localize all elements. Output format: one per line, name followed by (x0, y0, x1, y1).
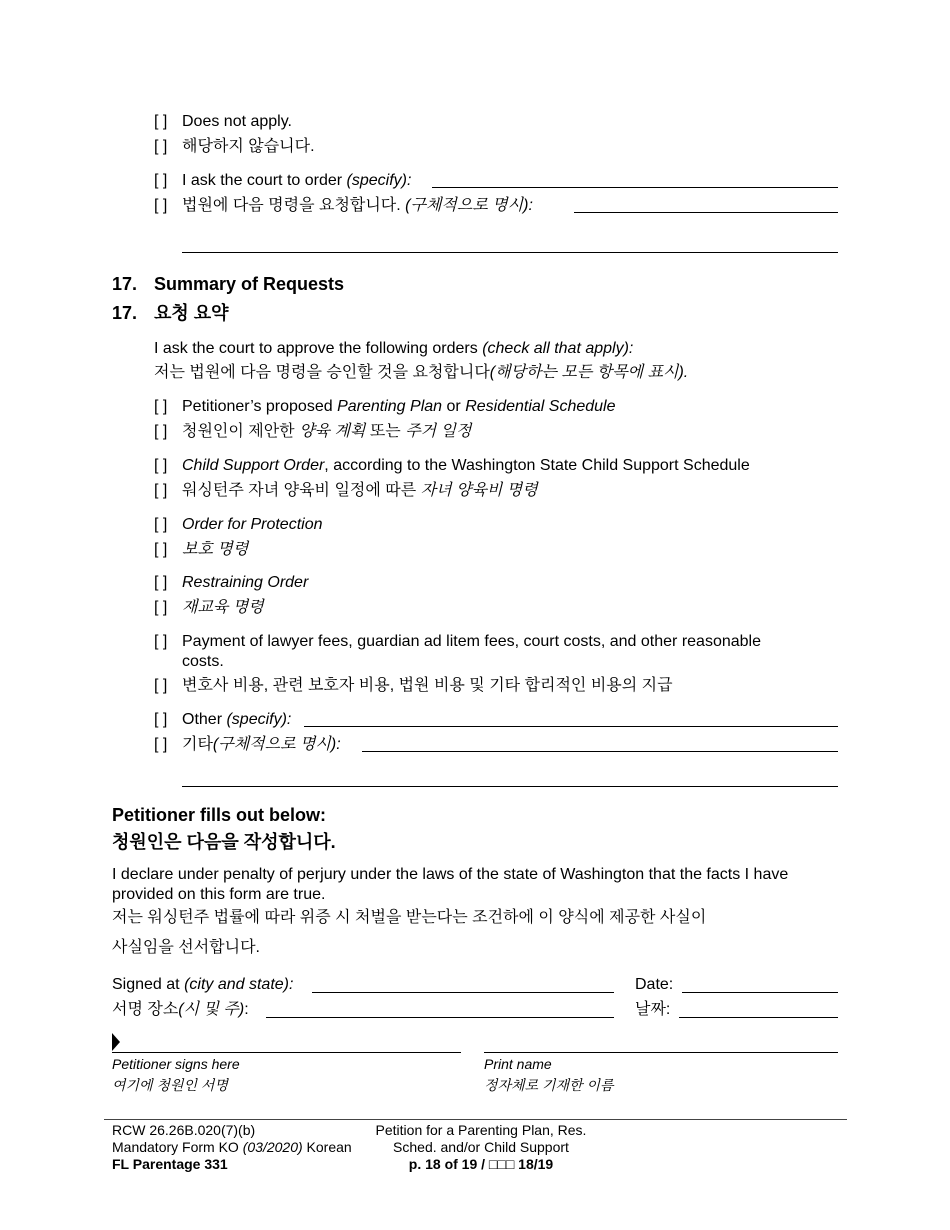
footer-page-number: p. 18 of 19 / □□□ 18/19 (408, 1156, 554, 1172)
checkbox-child-support[interactable]: [ ] Child Support Order, according to the Washington State Child Support Schedule (154, 457, 750, 474)
footer-title-2: Sched. and/or Child Support (393, 1139, 569, 1155)
footer-rcw: RCW 26.26B.020(7)(b) (112, 1122, 256, 1138)
checkbox-fees-ko[interactable]: [ ] 변호사 비용, 관련 보호자 비용, 법원 비용 및 기타 합리적인 비용의 지급 (154, 677, 673, 694)
checkbox-other[interactable]: [ ] Other (specify): (154, 711, 292, 728)
checkbox-parenting-plan-ko[interactable]: [ ] 청원인이 제안한 양육 계획 또는 주거 일정 (154, 423, 472, 440)
sign-arrow-icon (112, 1033, 122, 1051)
print-name-line[interactable] (484, 1052, 838, 1053)
declaration-ko-line-2: 사실임을 선서합니다. (112, 939, 260, 956)
section-17-intro-ko: 저는 법원에 다음 명령을 승인할 것을 요청합니다(해당하는 모든 항목에 표시). (154, 364, 689, 381)
date-field[interactable] (682, 992, 838, 993)
declaration-line-2: provided on this form are true. (112, 886, 326, 903)
other-blank[interactable] (304, 726, 838, 727)
checkbox-parenting-plan[interactable]: [ ] Petitioner’s proposed Parenting Plan or Residential Schedule (154, 398, 616, 415)
other-ko-blank[interactable] (362, 751, 838, 752)
ask-court-blank[interactable] (432, 187, 838, 188)
declaration-ko-line-1: 저는 워싱턴주 법률에 따라 위증 시 처벌을 받는다는 조건하에 이 양식에 제공한 사실이 (112, 909, 707, 926)
checkbox-fees[interactable]: [ ] Payment of lawyer fees, guardian ad litem fees, court costs, and other reasonable (154, 633, 761, 650)
ask-court-extra-blank[interactable] (182, 252, 838, 253)
fees-line-2: costs. (182, 653, 224, 670)
ask-court-ko-blank[interactable] (574, 212, 838, 213)
petitioner-heading-ko: 청원인은 다음을 작성합니다. (112, 832, 336, 852)
checkbox-does-not-apply[interactable]: [ ] Does not apply. (154, 113, 292, 130)
signed-at-label-ko: 서명 장소(시 및 주): (112, 1001, 249, 1018)
signed-at-label: Signed at (city and state): (112, 976, 294, 993)
date-label-ko: 날짜: (635, 1001, 671, 1018)
declaration-line-1: I declare under penalty of perjury under the laws of the state of Washington that the facts I have (112, 866, 789, 883)
checkbox-child-support-ko[interactable]: [ ] 워싱턴주 자녀 양육비 일정에 따른 자녀 양육비 명령 (154, 482, 538, 499)
date-field-ko[interactable] (679, 1017, 838, 1018)
checkbox-ask-court[interactable]: [ ] I ask the court to order (specify): (154, 172, 412, 189)
print-name-label-ko: 정자체로 기재한 이름 (484, 1077, 614, 1093)
checkbox-ask-court-ko[interactable]: [ ] 법원에 다음 명령을 요청합니다. (구체적으로 명시): (154, 197, 533, 214)
date-label: Date: (635, 976, 674, 993)
checkbox-restraining-order-ko[interactable]: [ ] 재교육 명령 (154, 599, 264, 616)
section-17-heading: 17. Summary of Requests (112, 274, 345, 294)
footer-divider (104, 1119, 847, 1120)
signs-here-label-ko: 여기에 청원인 서명 (112, 1077, 228, 1093)
checkbox-order-protection-ko[interactable]: [ ] 보호 명령 (154, 541, 249, 558)
signed-at-field-ko[interactable] (266, 1017, 614, 1018)
checkbox-other-ko[interactable]: [ ] 기타(구체적으로 명시): (154, 736, 341, 753)
print-name-label: Print name (484, 1056, 552, 1072)
footer-mandatory: Mandatory Form KO (03/2020) Korean (112, 1139, 352, 1155)
signature-line[interactable] (112, 1052, 461, 1053)
checkbox-order-protection[interactable]: [ ] Order for Protection (154, 516, 323, 533)
petitioner-heading: Petitioner fills out below: (112, 805, 327, 825)
checkbox-does-not-apply-ko[interactable]: [ ] 해당하지 않습니다. (154, 138, 315, 155)
footer-title-1: Petition for a Parenting Plan, Res. (375, 1122, 587, 1138)
signed-at-field[interactable] (312, 992, 614, 993)
footer-form-id: FL Parentage 331 (112, 1156, 228, 1172)
section-17-intro: I ask the court to approve the following orders (check all that apply): (154, 340, 634, 357)
checkbox-restraining-order[interactable]: [ ] Restraining Order (154, 574, 309, 591)
other-extra-blank[interactable] (182, 786, 838, 787)
signs-here-label: Petitioner signs here (112, 1056, 240, 1072)
section-17-heading-ko: 17. 요청 요약 (112, 303, 229, 323)
